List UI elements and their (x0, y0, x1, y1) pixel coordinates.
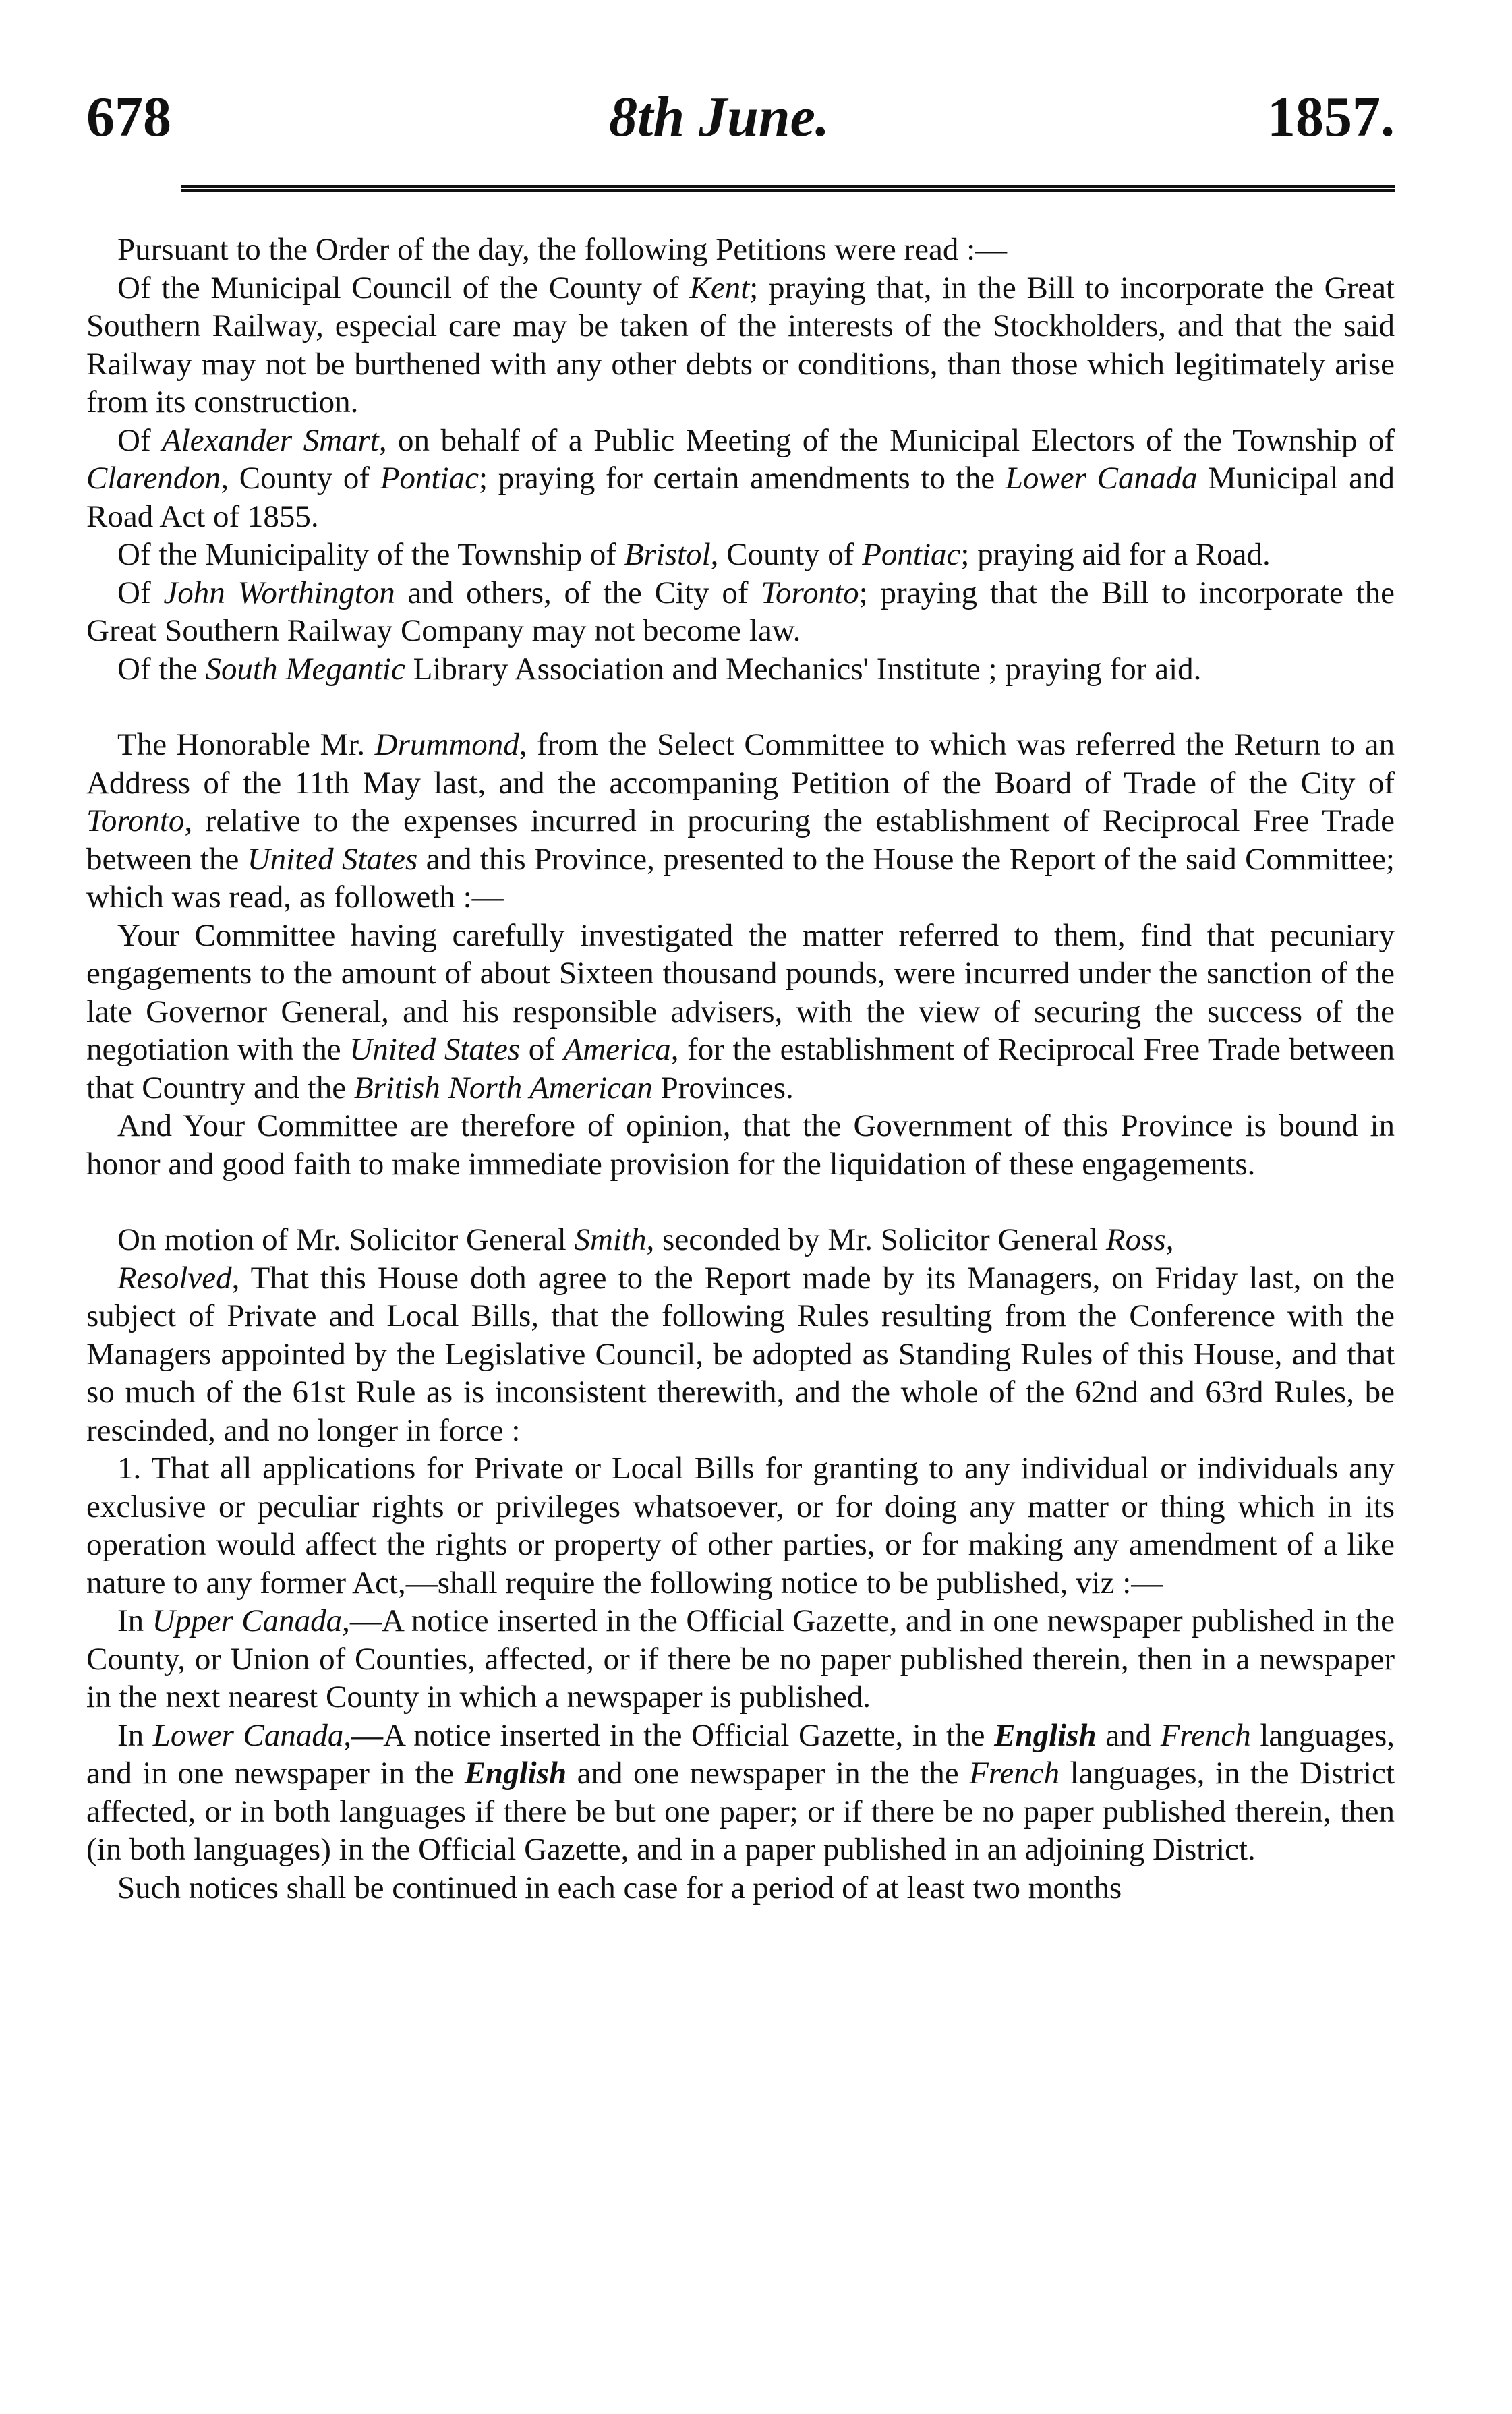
petitions-intro: Pursuant to the Order of the day, the following Petitions were read :— (117, 232, 1008, 267)
motion-intro: On motion of Mr. Solicitor General Smith, seconded by Mr. Solicitor General Ross, (117, 1222, 1174, 1257)
page-year: 1857. (1267, 86, 1395, 148)
petition-worthington: Of John Worthington and others, of the City of Toronto; praying that the Bill to incorporate the Great Southern Railway Company may not become law. (86, 575, 1395, 648)
petition-kent: Of the Municipal Council of the County of Kent; praying that, in the Bill to incorporate the Great Southern Railway, especial care may be taken of the interests of the Stockholders, and that the said Railway may not be burthened with any other debts or conditions, than those which legitimately arise from its construction. (86, 270, 1395, 420)
header-rule (181, 185, 1395, 192)
report-opinion: And Your Committee are therefore of opinion, that the Government of this Province is bound in honor and good faith to make immediate provision for the liquidation of these engagements. (86, 1108, 1395, 1182)
rule-upper-canada: In Upper Canada,—A notice inserted in the Official Gazette, and in one newspaper published in the County, or Union of Counties, affected, or if there be no paper published therein, then in a newspaper in the next nearest County in which a newspaper is published. (86, 1603, 1395, 1715)
motion-resolved: Resolved, That this House doth agree to the Report made by its Managers, on Friday last, on the subject of Private and Local Bills, that the following Rules resulting from the Conference with the Managers appointed by the Legislative Council, be adopted as Standing Rules of this House, and that so much of the 61st Rule as is inconsistent therewith, and the whole of the 62nd and 63rd Rules, be rescinded, and no longer in force : (86, 1260, 1395, 1448)
body-text (86, 231, 1395, 1907)
section-gap (86, 1183, 1395, 1221)
notice-duration: Such notices shall be continued in each case for a period of at least two months (117, 1870, 1122, 1905)
page-header (86, 81, 1395, 170)
rule-one: 1. That all applications for Private or Local Bills for granting to any individual or individuals any exclusive or peculiar rights or privileges whatsoever, or for doing any matter or thing which in its operation would affect the rights or property of other parties, or for making any amendment of a like nature to any former Act,—shall require the following notice to be published, viz :— (86, 1451, 1395, 1601)
petition-megantic: Of the South Megantic Library Association and Mechanics' Institute ; praying for aid. (117, 651, 1202, 687)
report-body: Your Committee having carefully investigated the matter referred to them, find that pecuniary engagements to the amount of about Sixteen thousand pounds, were incurred under the sanction of the late Governor General, and his responsible advisers, with the view of securing the success of the negotiation with the United States of America, for the establishment of Reciprocal Free Trade between that Country and the British North American Provinces. (86, 917, 1395, 1105)
section-gap (86, 688, 1395, 726)
petition-bristol: Of the Municipality of the Township of Bristol, County of Pontiac; praying aid for a Road. (117, 537, 1271, 572)
page-date: 8th June. (609, 86, 830, 148)
rule-lower-canada: In Lower Canada,—A notice inserted in the Official Gazette, in the English and French languages, and in one newspaper in the English and one newspaper in the the French languages, in the District affected, or in both languages if there be but one paper; or if there be no paper published therein, then (in both languages) in the Official Gazette, and in a paper published in an adjoining District. (86, 1717, 1395, 1867)
document-page (86, 81, 1395, 1907)
petition-smart: Of Alexander Smart, on behalf of a Public Meeting of the Municipal Electors of the Township of Clarendon, County of Pontiac; praying for certain amendments to the Lower Canada Municipal and Road Act of 1855. (86, 422, 1395, 534)
page-number: 678 (86, 86, 171, 148)
report-intro: The Honorable Mr. Drummond, from the Select Committee to which was referred the Return to an Address of the 11th May last, and the accompaning Petition of the Board of Trade of the City of Toronto, relative to the expenses incurred in procuring the establishment of Reciprocal Free Trade between the United States and this Province, presented to the House the Report of the said Committee; which was read, as followeth :— (86, 727, 1395, 915)
